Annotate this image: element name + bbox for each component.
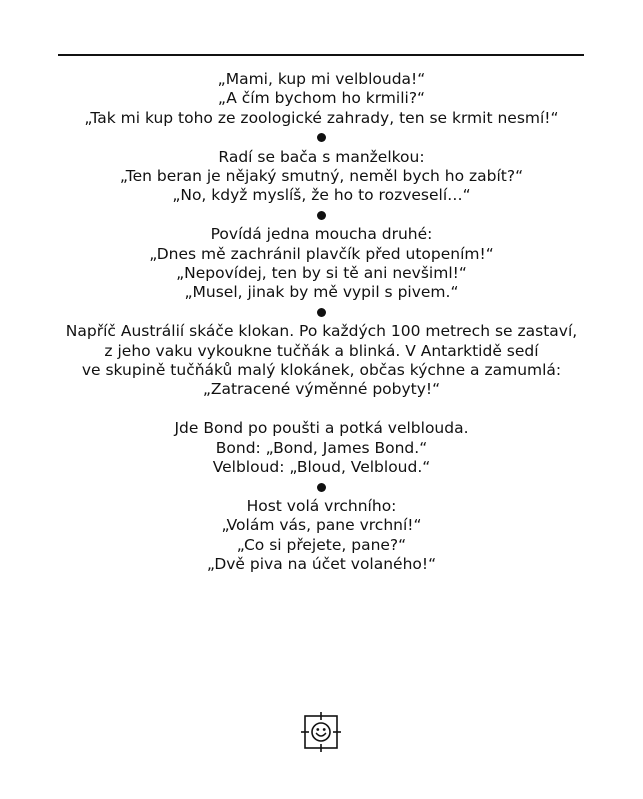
joke-block — [40, 419, 603, 477]
joke-line: „Volám vás, pane vrchní!“ — [221, 516, 422, 535]
joke-line: Velbloud: „Bloud, Velbloud.“ — [212, 458, 431, 477]
joke-line: z jeho vaku vykoukne tučňák a blinká. V Antarktidě sedí — [104, 341, 539, 360]
joke-line: „Dvě piva na účet volaného!“ — [206, 555, 437, 574]
top-rule — [58, 54, 584, 56]
joke-line: „No, když myslíš, že ho to rozveselí…“ — [172, 186, 471, 205]
joke-line: „Ten beran je nějaký smutný, neměl bych ho zabít?“ — [119, 167, 524, 186]
joke-line: „Co si přejete, pane?“ — [236, 535, 407, 554]
joke-line: „Dnes mě zachránil plavčík před utopením!“ — [149, 244, 494, 263]
separator-blank — [40, 400, 603, 419]
joke-block — [40, 322, 603, 400]
separator-bullet-icon — [40, 303, 603, 322]
joke-line: „Mami, kup mi velblouda!“ — [217, 70, 426, 88]
joke-block — [40, 70, 603, 128]
smiley-crosshair-logo-icon — [300, 711, 342, 753]
joke-block — [40, 497, 603, 575]
joke-line: Bond: „Bond, James Bond.“ — [215, 438, 428, 457]
joke-line: Povídá jedna moucha druhé: — [210, 225, 433, 244]
joke-line: Radí se bača s manželkou: — [218, 147, 425, 166]
joke-line: Host volá vrchního: — [246, 496, 397, 515]
joke-line: „A čím bychom ho krmili?“ — [217, 89, 426, 108]
separator-bullet-icon — [40, 477, 603, 496]
joke-line: ve skupině tučňáků malý klokánek, občas kýchne a zamumlá: — [81, 361, 562, 380]
joke-line: „Musel, jinak by mě vypil s pivem.“ — [184, 283, 459, 302]
separator-bullet-icon — [40, 128, 603, 147]
joke-line: Napříč Austrálií skáče klokan. Po každých 100 metrech se zastaví, — [65, 322, 578, 341]
separator-bullet-icon — [40, 206, 603, 225]
joke-line: „Nepovídej, ten by si tě ani nevšiml!“ — [176, 264, 467, 283]
joke-block — [40, 225, 603, 303]
joke-block — [40, 148, 603, 206]
joke-line: Jde Bond po poušti a potká velblouda. — [174, 419, 469, 438]
joke-line: „Tak mi kup toho ze zoologické zahrady, ten se krmit nesmí!“ — [84, 108, 559, 127]
jokes-column — [40, 70, 603, 574]
joke-line: „Zatracené výměnné pobyty!“ — [202, 380, 441, 399]
